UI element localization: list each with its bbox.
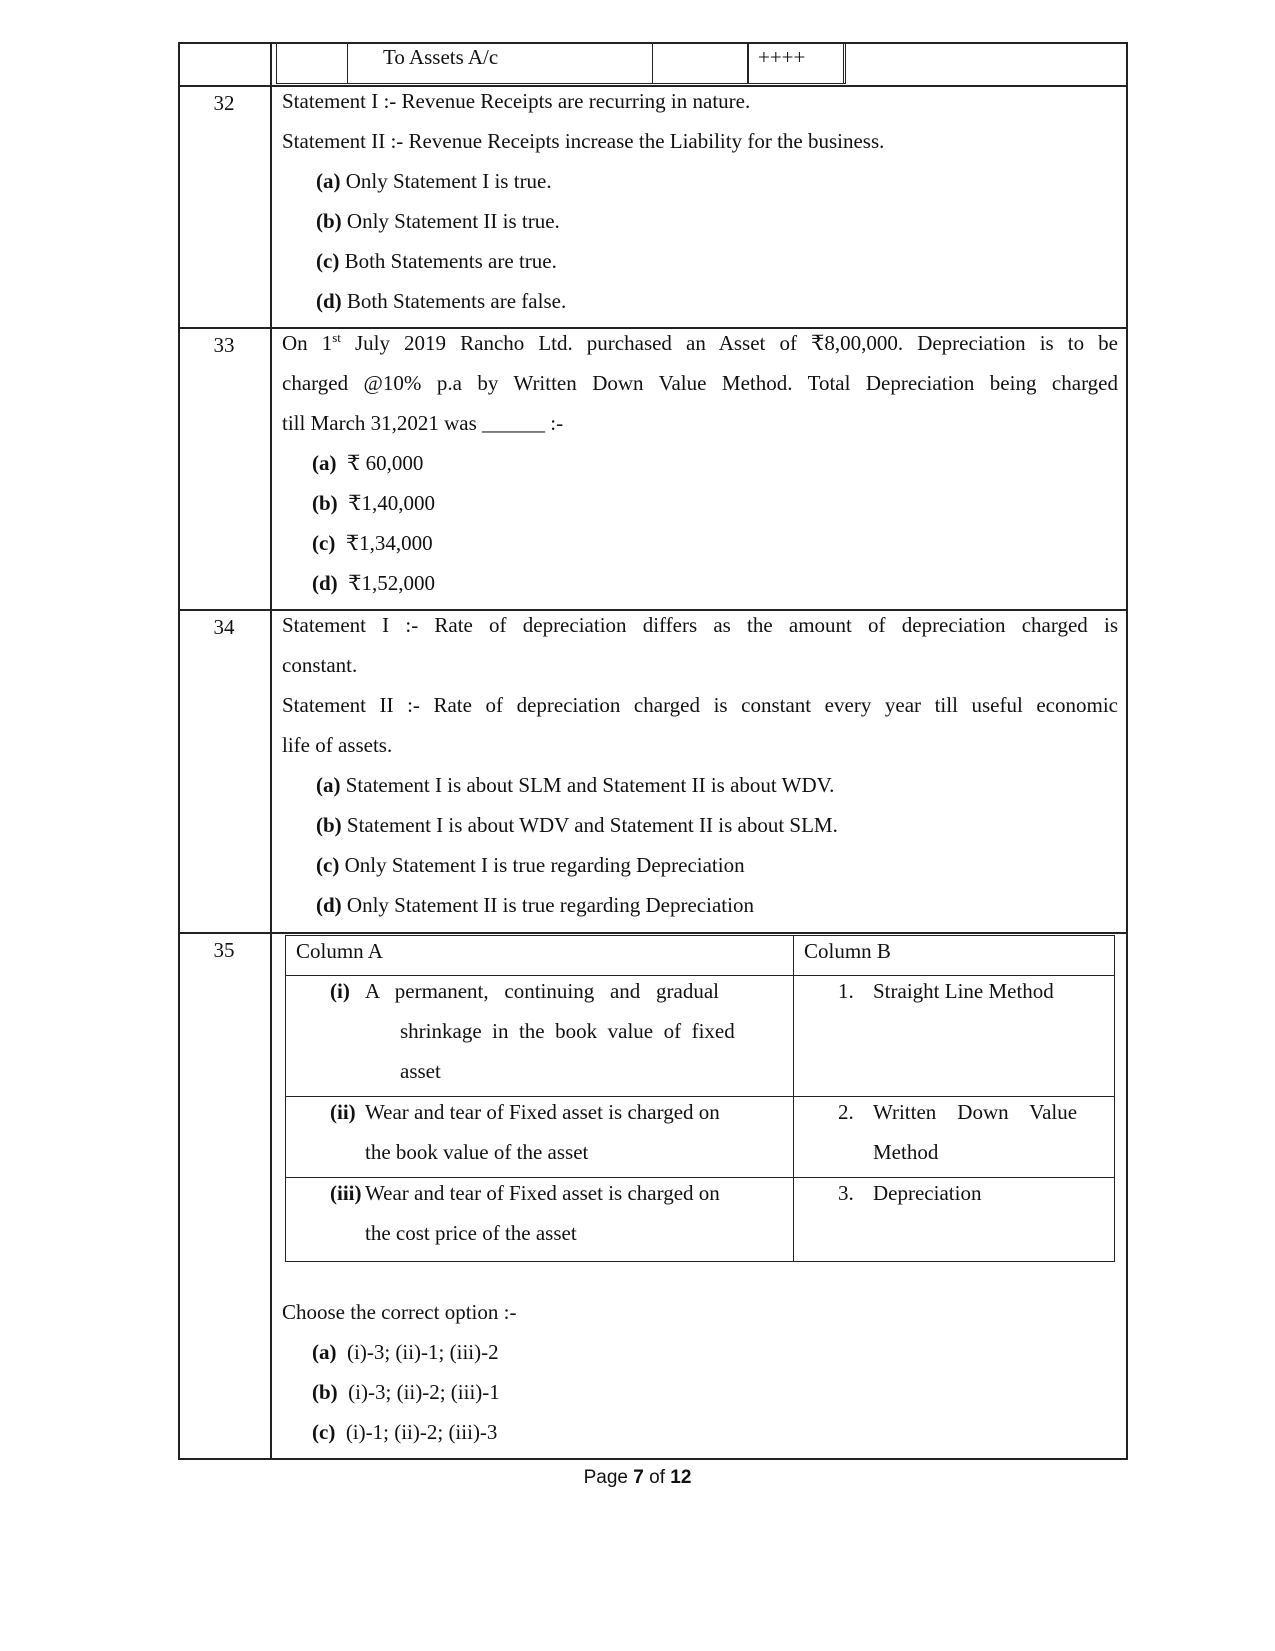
column-b-number: 3. — [838, 1181, 854, 1205]
option-letter: (a) — [316, 773, 341, 797]
column-a-text: the book value of the asset — [365, 1140, 589, 1164]
journal-account-text: To Assets A/c — [383, 45, 499, 69]
column-b-number: 2. — [838, 1100, 854, 1124]
option-item — [312, 1422, 497, 1443]
option-text: (i)-1; (ii)-2; (iii)-3 — [345, 1420, 498, 1444]
column-b-text: Straight Line Method — [873, 979, 1054, 1003]
row-divider — [178, 327, 1128, 329]
option-text: ₹1,34,000 — [345, 531, 433, 555]
option-item — [312, 493, 435, 514]
option-letter: (c) — [316, 249, 340, 273]
row-numeral: (i) — [330, 979, 350, 1003]
option-text: Both Statements are true. — [344, 249, 557, 273]
question-text-part: July 2019 Rancho Ltd. purchased an Asset of ₹8,00,000. Depreciation is to be — [340, 331, 1118, 355]
question-number: 34 — [213, 615, 235, 639]
column-a-text: Wear and tear of Fixed asset is charged on — [365, 1181, 720, 1205]
column-a-text: Wear and tear of Fixed asset is charged on — [365, 1100, 720, 1124]
option-item — [316, 895, 754, 916]
option-text: Only Statement I is true regarding Depreciation — [344, 853, 745, 877]
journal-lf-cell — [652, 42, 748, 84]
option-letter: (d) — [312, 571, 338, 595]
journal-amount-text: ++++ — [758, 45, 806, 69]
column-a-text: the cost price of the asset — [365, 1221, 577, 1245]
row-divider — [178, 85, 1128, 87]
column-a-text: asset — [400, 1059, 441, 1083]
option-item — [312, 453, 423, 474]
option-letter: (b) — [316, 813, 342, 837]
option-text: Only Statement I is true. — [345, 169, 552, 193]
option-text: (i)-3; (ii)-2; (iii)-1 — [348, 1380, 500, 1404]
option-item — [316, 855, 745, 876]
row-divider — [178, 609, 1128, 611]
row-numeral: (ii) — [330, 1100, 356, 1124]
option-item — [312, 1342, 499, 1363]
option-letter: (b) — [316, 209, 342, 233]
question-text: till March 31,2021 was ______ :- — [282, 411, 564, 435]
match-row-label — [330, 1102, 356, 1123]
option-item — [316, 815, 838, 836]
option-item — [312, 1382, 500, 1403]
option-letter: (a) — [312, 1340, 337, 1364]
question-number: 35 — [213, 938, 235, 962]
option-item — [316, 775, 834, 796]
column-a-header: Column A — [296, 939, 383, 963]
journal-date-cell — [276, 42, 348, 84]
column-a-text: shrinkage in the book value of fixed — [400, 1019, 735, 1043]
statement-text: life of assets. — [282, 733, 393, 757]
column-b-header: Column B — [804, 939, 891, 963]
statement-text: Statement I :- Rate of depreciation differs as the amount of depreciation charged is — [282, 613, 1118, 637]
option-letter: (c) — [312, 1420, 336, 1444]
option-text: Statement I is about WDV and Statement II is about SLM. — [346, 813, 838, 837]
option-text: ₹ 60,000 — [347, 451, 424, 475]
match-row-label — [330, 981, 350, 1002]
row-numeral: (iii) — [330, 1181, 362, 1205]
statement-text: Statement I :- Revenue Receipts are recurring in nature. — [282, 89, 751, 113]
footer-prefix: Page — [583, 1467, 634, 1488]
option-text: ₹1,40,000 — [348, 491, 436, 515]
question-number: 32 — [213, 91, 235, 115]
option-text: ₹1,52,000 — [348, 571, 436, 595]
page-footer — [0, 1467, 1275, 1489]
footer-separator: of — [643, 1467, 671, 1488]
column-b-text: Depreciation — [873, 1181, 982, 1205]
option-item — [316, 251, 557, 272]
option-text: Only Statement II is true. — [346, 209, 560, 233]
option-item — [316, 291, 566, 312]
ordinal-superscript: st — [332, 330, 341, 345]
option-letter: (b) — [312, 491, 338, 515]
current-page-number: 7 — [633, 1467, 644, 1488]
option-item — [316, 211, 560, 232]
choose-prompt: Choose the correct option :- — [282, 1300, 517, 1324]
match-row-label — [330, 1183, 362, 1204]
question-text-part: On 1 — [282, 331, 333, 355]
total-pages: 12 — [670, 1467, 692, 1488]
statement-text: Statement II :- Rate of depreciation charged is constant every year till useful economic — [282, 693, 1118, 717]
row-divider — [178, 932, 1128, 934]
option-text: Only Statement II is true regarding Depreciation — [346, 893, 754, 917]
match-table-column-divider — [793, 935, 794, 1262]
option-letter: (a) — [312, 451, 337, 475]
match-table-row-divider — [285, 975, 1115, 976]
column-b-text: Written Down Value — [873, 1100, 1078, 1124]
number-column-divider — [270, 42, 272, 1460]
match-table-row-divider — [285, 1177, 1115, 1178]
option-letter: (b) — [312, 1380, 338, 1404]
option-letter: (c) — [312, 531, 336, 555]
option-text: (i)-3; (ii)-1; (iii)-2 — [347, 1340, 499, 1364]
option-letter: (a) — [316, 169, 341, 193]
match-table-row-divider — [285, 1096, 1115, 1097]
column-b-number: 1. — [838, 979, 854, 1003]
option-text: Statement I is about SLM and Statement II is about WDV. — [345, 773, 835, 797]
option-item — [316, 171, 552, 192]
option-letter: (d) — [316, 893, 342, 917]
question-number: 33 — [213, 333, 235, 357]
question-text: charged @10% p.a by Written Down Value Method. Total Depreciation being charged — [282, 371, 1118, 395]
column-b-text: Method — [873, 1140, 939, 1164]
option-letter: (d) — [316, 289, 342, 313]
statement-text: constant. — [282, 653, 358, 677]
column-a-text: A permanent, continuing and gradual — [365, 979, 719, 1003]
statement-text: Statement II :- Revenue Receipts increase the Liability for the business. — [282, 129, 885, 153]
option-item — [312, 533, 433, 554]
option-item — [312, 573, 435, 594]
option-text: Both Statements are false. — [346, 289, 567, 313]
option-letter: (c) — [316, 853, 340, 877]
question-text — [282, 330, 1118, 355]
